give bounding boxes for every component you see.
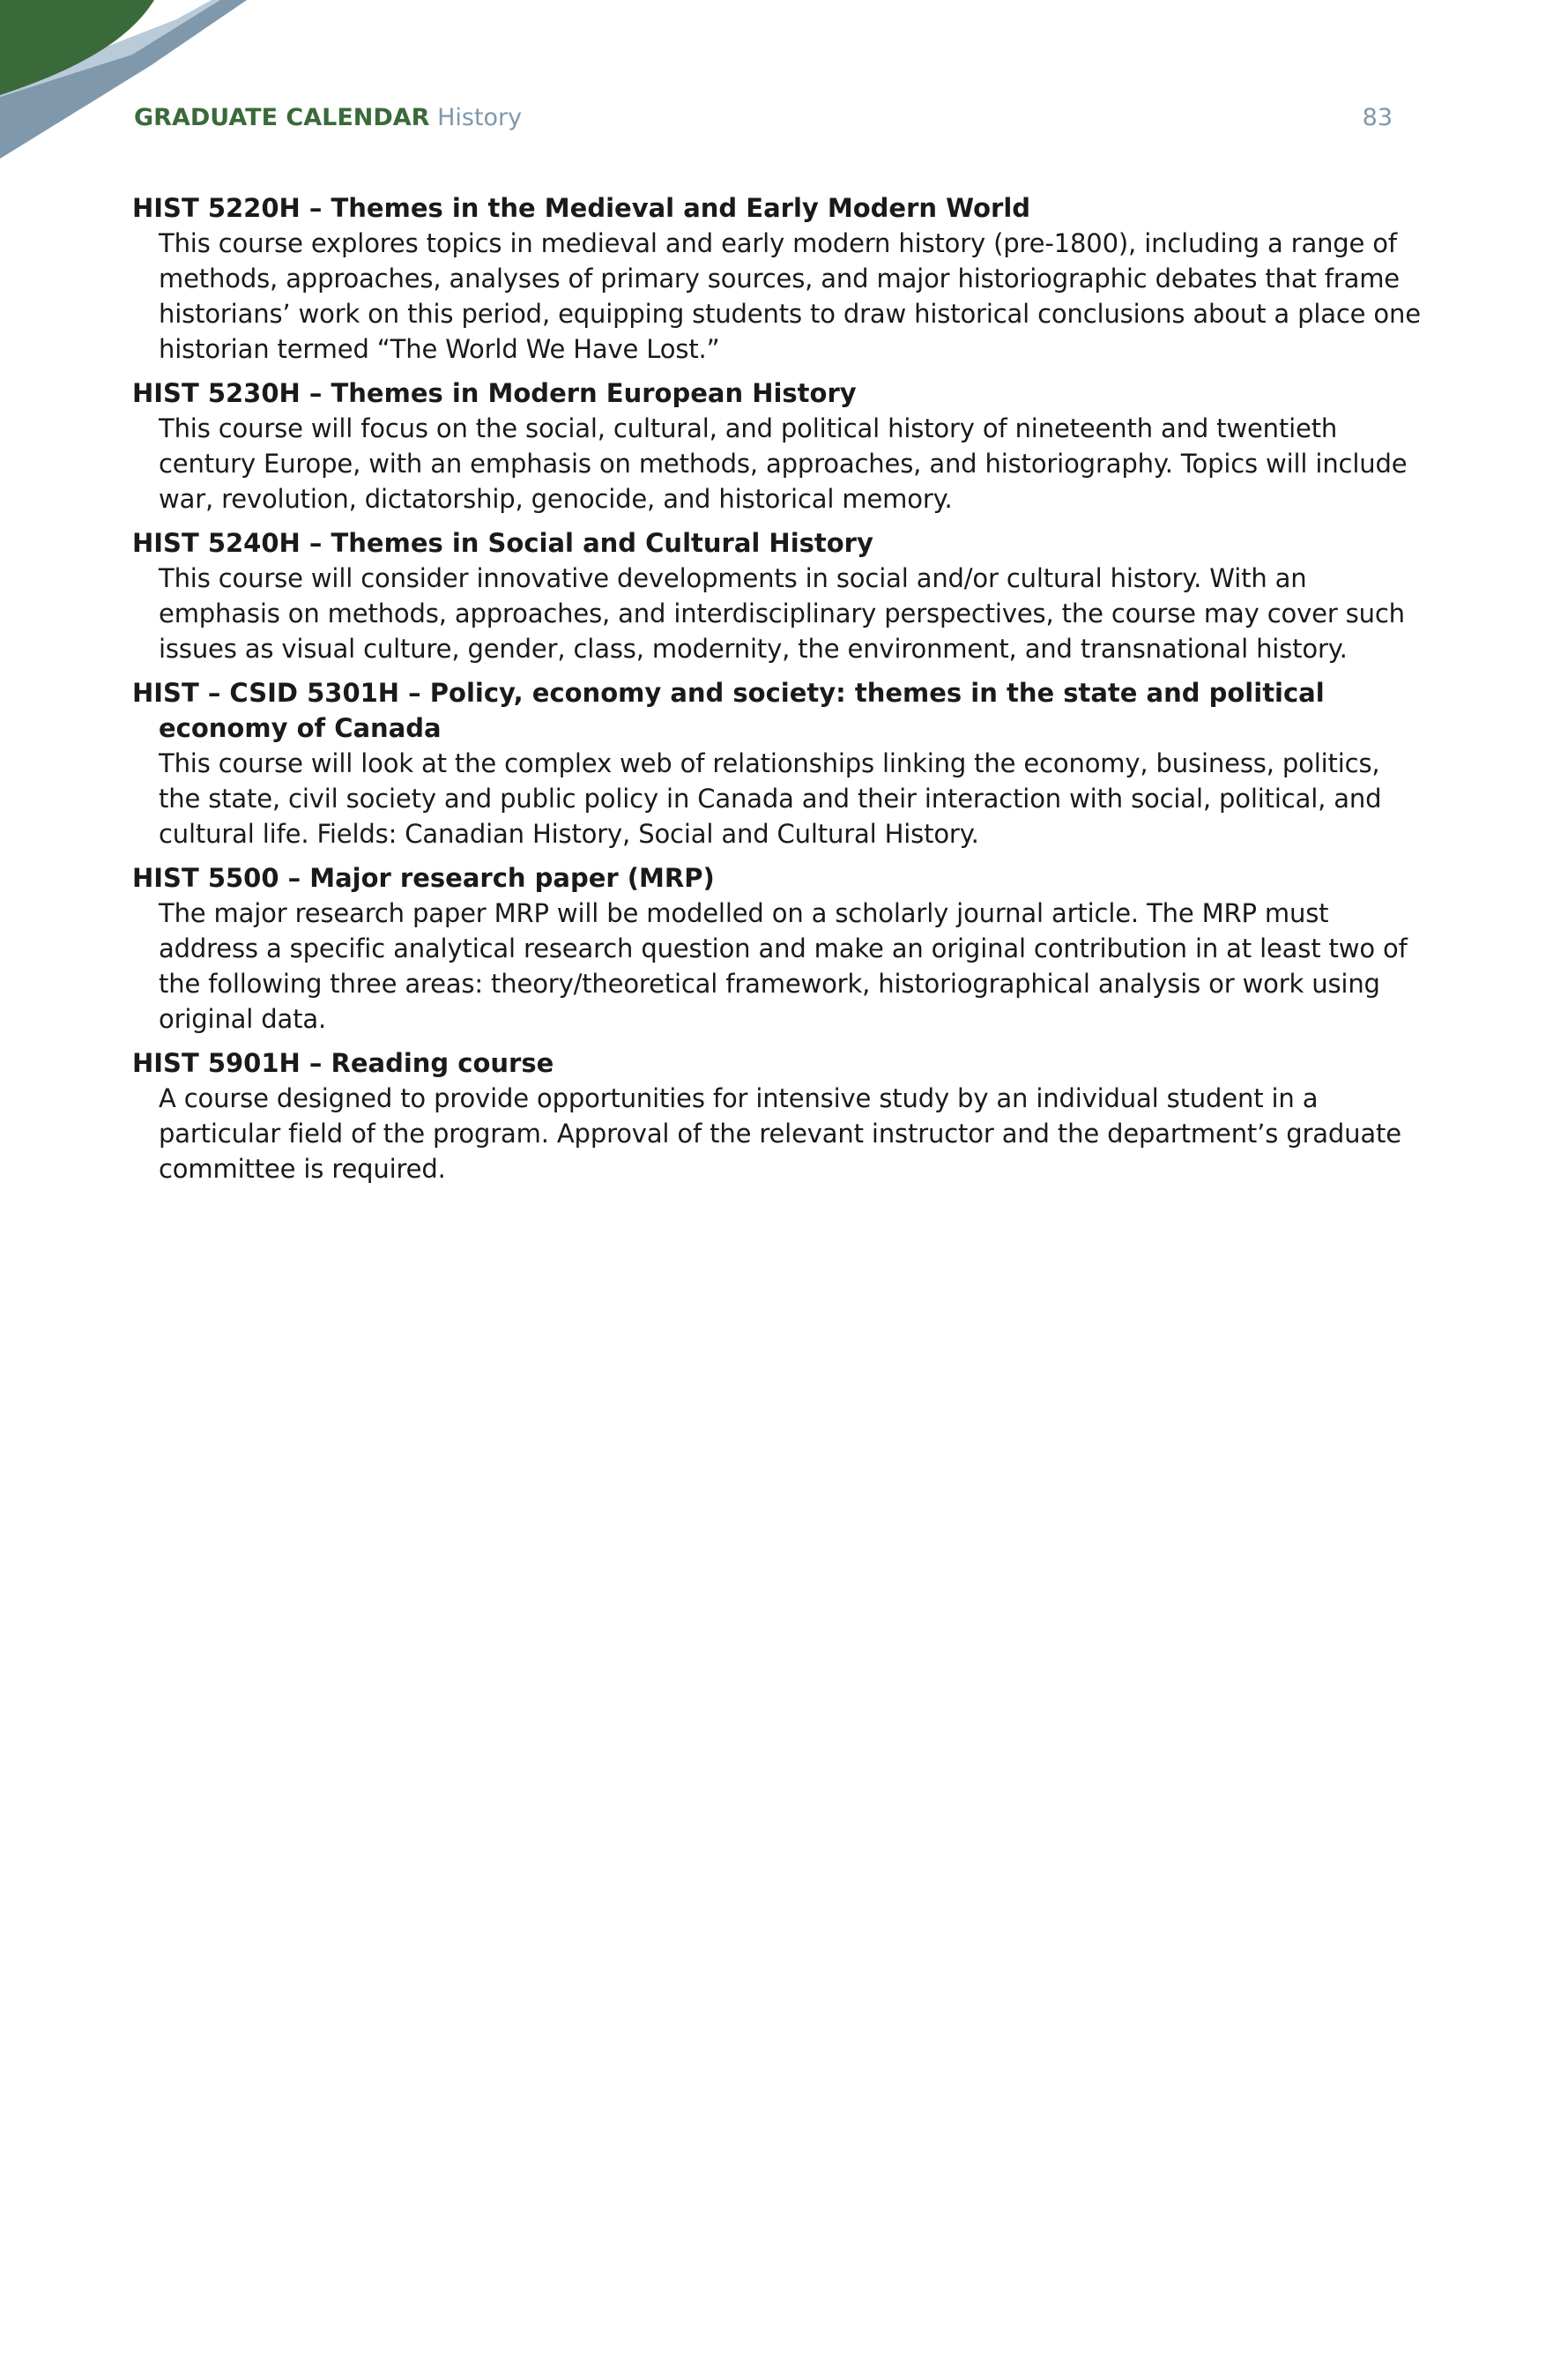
course-title: HIST 5500 – Major research paper (MRP) [132,863,715,893]
course-title: HIST 5240H – Themes in Social and Cultural History [132,528,873,558]
course-hist-5901h [132,1045,1428,1186]
running-header [134,100,1393,136]
calendar-label: GRADUATE CALENDAR [134,104,430,131]
course-description: A course designed to provide opportunities for intensive study by an individual student in a particular field of the program. Approval of the relevant instructor and the department’s graduate committee is required. [159,1083,1401,1184]
course-hist-5220h [132,190,1428,367]
header-title [134,100,522,136]
course-hist-csid-5301h [132,675,1428,852]
course-title: HIST – CSID 5301H – Policy, economy and society: themes in the state and political economy of Canada [132,678,1325,743]
course-hist-5500 [132,860,1428,1037]
course-list [132,190,1428,1195]
course-title: HIST 5220H – Themes in the Medieval and Early Modern World [132,193,1031,223]
course-description: This course will consider innovative developments in social and/or cultural history. With an emphasis on methods, approaches, and interdisciplinary perspectives, the course may cover such issues as visual culture, gender, class, modernity, the environment, and transnational history. [159,563,1405,664]
section-label: History [437,104,523,131]
course-description: This course will look at the complex web of relationships linking the economy, business, politics, the state, civil society and public policy in Canada and their interaction with social, political, and cultural life. Fields: Canadian History, Social and Cultural History. [159,748,1382,849]
course-title: HIST 5901H – Reading course [132,1048,554,1078]
course-description: The major research paper MRP will be modelled on a scholarly journal article. The MRP must address a specific analytical research question and make an original contribution in at least two of the following three areas: theory/theoretical framework, historiographical analysis or work using original data. [159,898,1408,1034]
course-hist-5230h [132,376,1428,517]
page-number: 83 [1362,104,1393,131]
course-description: This course explores topics in medieval and early modern history (pre-1800), including a range of methods, approaches, analyses of primary sources, and major historiographic debates that frame historians’ work on this period, equipping students to draw historical conclusions about a place one historian termed “The World We Have Lost.” [159,228,1421,364]
course-description: This course will focus on the social, cultural, and political history of nineteenth and twentieth century Europe, with an emphasis on methods, approaches, and historiography. Topics will include war, revolution, dictatorship, genocide, and historical memory. [159,413,1408,514]
course-title: HIST 5230H – Themes in Modern European History [132,378,857,408]
course-hist-5240h [132,525,1428,666]
